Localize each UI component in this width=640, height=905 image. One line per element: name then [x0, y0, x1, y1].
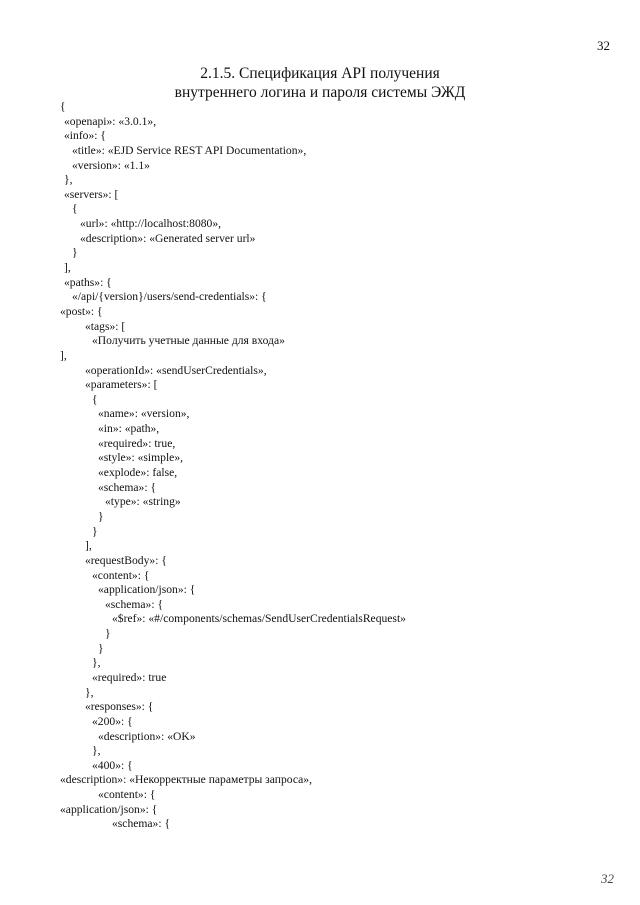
code-line: «version»: «1.1» [72, 158, 150, 172]
code-line: } [92, 524, 98, 538]
section-title-line-2: внутреннего логина и пароля системы ЭЖД [174, 84, 466, 101]
code-line: «name»: «version», [98, 407, 190, 421]
code-line: «title»: «EJD Service REST API Documentation», [72, 143, 307, 157]
code-line: «type»: «string» [105, 495, 181, 509]
code-line: «style»: «simple», [98, 451, 184, 465]
code-line: «description»: «Некорректные параметры запроса», [60, 773, 312, 787]
code-line: «openapi»: «3.0.1», [64, 114, 157, 128]
code-line: «required»: true [92, 670, 167, 684]
code-line: ], [85, 539, 92, 553]
code-line: «operationId»: «sendUserCredentials», [85, 363, 267, 377]
code-line: «in»: «path», [98, 422, 160, 436]
code-line: ], [60, 348, 67, 362]
code-line: «schema»: { [98, 480, 157, 494]
code-line: }, [85, 685, 94, 699]
code-line: «parameters»: [ [85, 378, 158, 392]
section-title-line-1: 2.1.5. Спецификация API получения [200, 65, 440, 82]
code-line: «responses»: { [85, 700, 154, 714]
code-line: «url»: «http://localhost:8080», [80, 217, 222, 231]
code-line: «post»: { [60, 304, 103, 318]
code-line: } [72, 246, 78, 260]
code-line: «servers»: [ [64, 187, 119, 201]
code-line: «required»: true, [98, 436, 176, 450]
code-line: } [98, 641, 104, 655]
code-line: «description»: «Generated server url» [80, 231, 256, 245]
code-line: «paths»: { [64, 275, 112, 289]
code-line: «tags»: [ [85, 319, 126, 333]
code-line: «/api/{version}/users/send-credentials»: { [72, 290, 267, 304]
code-line: «description»: «OK» [98, 729, 196, 743]
code-line: «content»: { [98, 788, 156, 802]
code-line: }, [92, 744, 101, 758]
code-line: «400»: { [92, 758, 133, 772]
code-line: }, [64, 173, 73, 187]
code-line: «schema»: { [105, 597, 164, 611]
code-line: «info»: { [64, 129, 106, 143]
code-line: «$ref»: «#/components/schemas/SendUserCredentialsRequest» [112, 612, 406, 626]
code-line: { [92, 392, 98, 406]
code-line: «content»: { [92, 568, 150, 582]
code-line: «schema»: { [112, 817, 171, 831]
code-line: «200»: { [92, 714, 133, 728]
handwritten-page-mark: 32 [601, 871, 614, 886]
code-line: «application/json»: { [60, 802, 158, 816]
json-code-block [0, 100, 640, 832]
code-line: «requestBody»: { [85, 553, 167, 567]
code-line: «application/json»: { [98, 583, 196, 597]
code-line: }, [92, 656, 101, 670]
code-line: { [60, 100, 66, 113]
code-line: } [98, 509, 104, 523]
code-line: «Получить учетные данные для входа» [92, 334, 285, 348]
code-line: «explode»: false, [98, 466, 178, 480]
code-line: } [105, 627, 111, 641]
code-line: ], [64, 261, 71, 275]
page-number: 32 [597, 38, 610, 53]
section-title [0, 64, 640, 102]
code-line: { [72, 202, 78, 216]
